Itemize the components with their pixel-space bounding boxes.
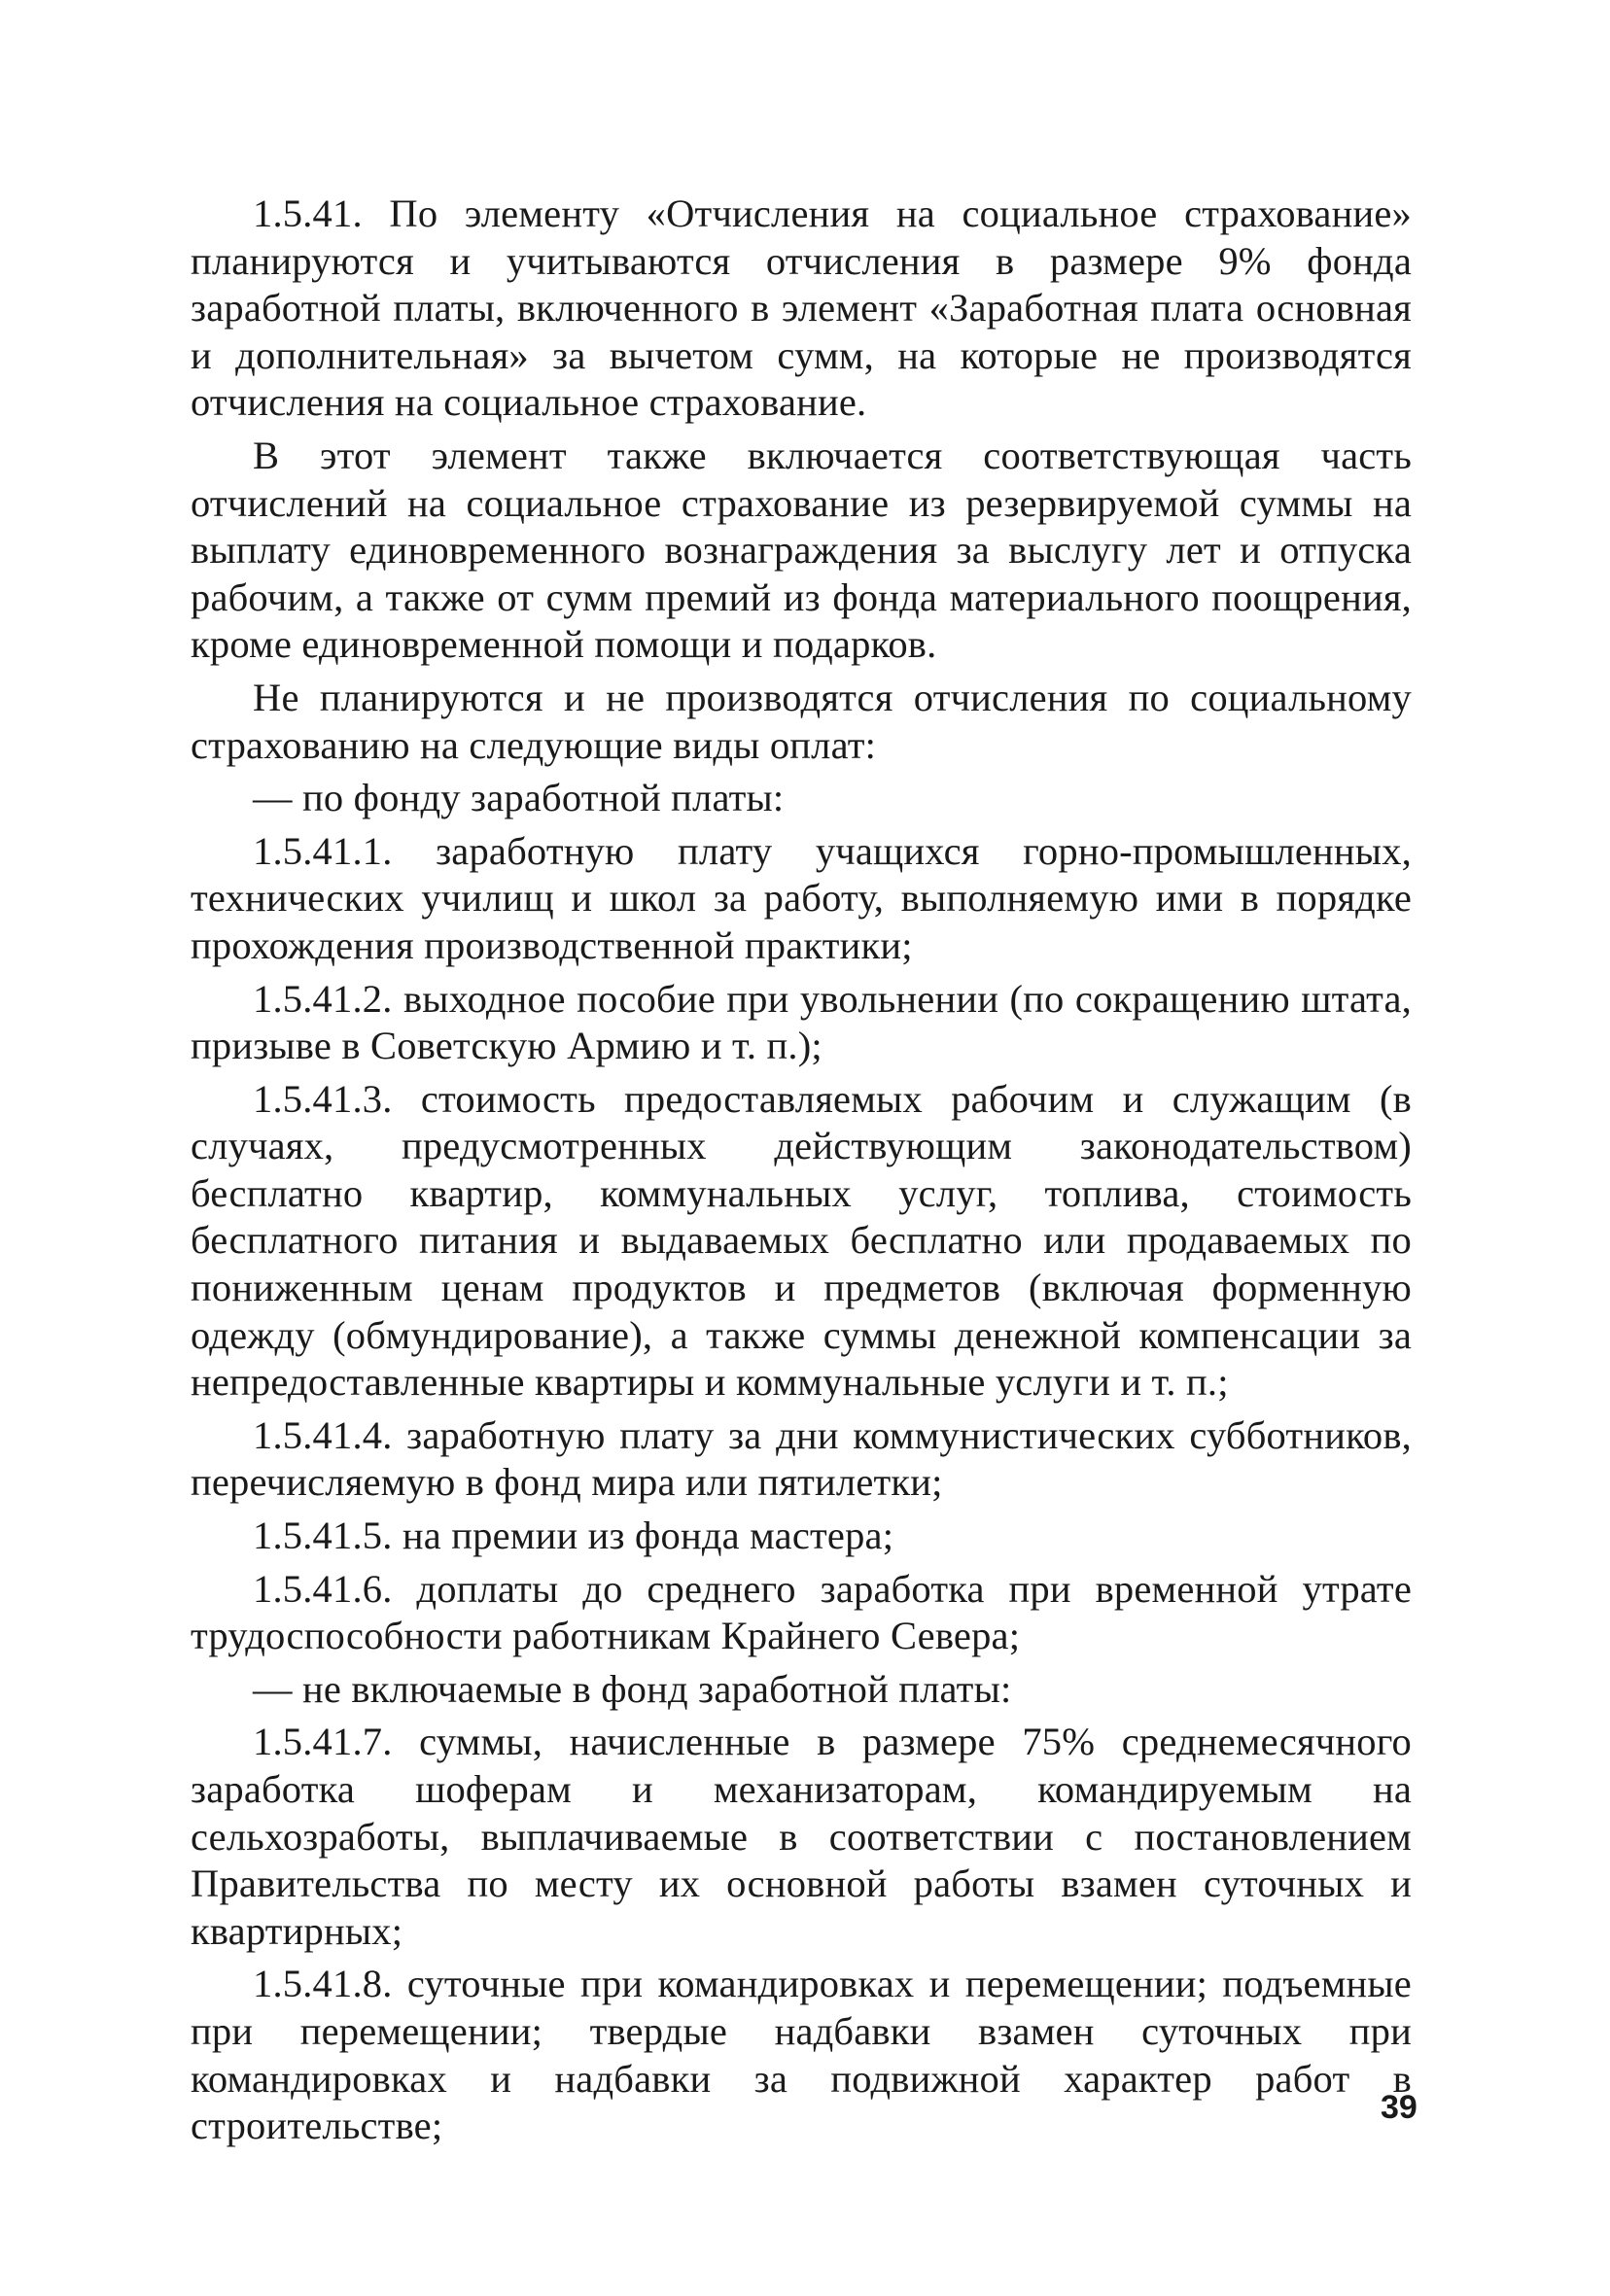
paragraph-not-included-heading: — не включаемые в фонд заработной платы: — [253, 1666, 1012, 1711]
paragraph-1-5-41-7: 1.5.41.7. суммы, начисленные в размере 75% среднемесячного заработка шоферам и механизаторам, командируемым на сельхозработы, выплачиваемые в соответствии с постановлением Правительства по месту их основной работы взамен суточных и квартирных; — [191, 1720, 1412, 1953]
paragraph-1-5-41-8: 1.5.41.8. суточные при командировках и перемещении; подъемные при перемещении; твердые надбавки взамен суточных при командировках и надбавки за подвижной характер работ в строительстве; — [191, 1962, 1412, 2148]
paragraph-1-5-41-4: 1.5.41.4. заработную плату за дни коммунистических субботников, перечисляемую в фонд мира или пятилетки; — [191, 1412, 1412, 1505]
paragraph-1-5-41-3: 1.5.41.3. стоимость предоставляемых рабочим и служащим (в случаях, предусмотренных действующим законодательством) бесплатно квартир, коммунальных услуг, топлива, стоимость бесплатного питания и выдаваемых бесплатно или продаваемых по пониженным ценам продуктов и предметов (включая форменную одежду (обмундирование), а также суммы денежной компенсации за непредоставленные квартиры и коммунальные услуги и т. п.; — [191, 1076, 1412, 1405]
paragraph-1-5-41-5: 1.5.41.5. на премии из фонда мастера; — [253, 1513, 894, 1558]
paragraph-1-5-41-2: 1.5.41.2. выходное пособие при увольнении (по сокращению штата, призыве в Советскую Армию и т. п.); — [191, 976, 1412, 1068]
paragraph-1-5-41-6: 1.5.41.6. доплаты до среднего заработка при временной утрате трудоспособности работникам Крайнего Севера; — [191, 1566, 1412, 1658]
page-number: 39 — [1381, 2089, 1418, 2126]
paragraph-1-5-41-1: 1.5.41.1. заработную плату учащихся горно-промышленных, технических училищ и школ за работу, выполняемую ими в порядке прохождения производственной практики; — [191, 828, 1412, 967]
page-body — [191, 191, 1412, 2156]
paragraph-1-5-41: 1.5.41. По элементу «Отчисления на социальное страхование» планируются и учитываются отчисления в размере 9% фонда заработной платы, включенного в элемент «Заработная плата основная и дополнительная» за вычетом сумм, на которые не производятся отчисления на социальное страхование. — [191, 191, 1412, 425]
paragraph-not-planned: Не планируются и не производятся отчисления по социальному страхованию на следующие виды оплат: — [191, 675, 1412, 767]
paragraph-wage-fund-heading: — по фонду заработной платы: — [253, 776, 785, 820]
paragraph-included-deductions: В этот элемент также включается соответствующая часть отчислений на социальное страхование из резервируемой суммы на выплату единовременного вознаграждения за выслугу лет и отпуска рабочим, а также от сумм премий из фонда материального поощрения, кроме единовременной помощи и подарков. — [191, 433, 1412, 667]
